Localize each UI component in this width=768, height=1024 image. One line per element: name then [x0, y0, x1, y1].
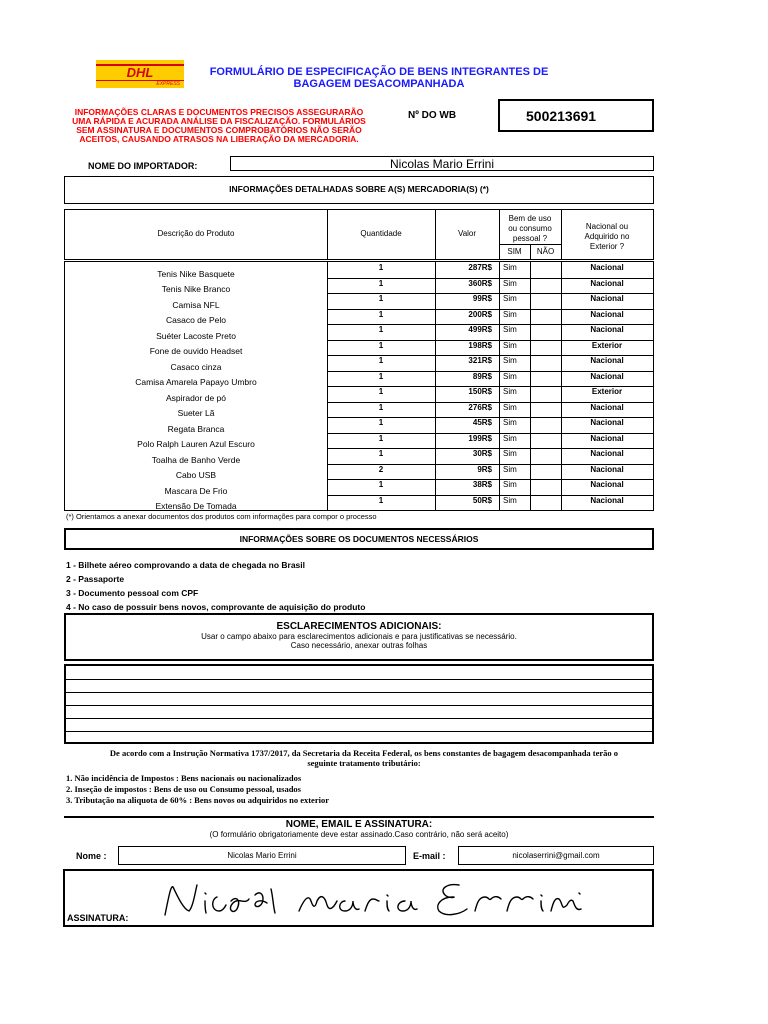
table-row [65, 479, 653, 495]
cell-quantity: 1 [378, 387, 384, 396]
additional-text-area[interactable] [64, 664, 654, 744]
goods-section-title: INFORMAÇÕES DETALHADAS SOBRE A(S) MERCADORIA(S) (*) [229, 184, 489, 194]
cell-origin: Nacional [590, 309, 624, 319]
wb-number: 500213691 [526, 108, 597, 124]
cell-sim: Sim [503, 480, 517, 489]
cell-value: 287R$ [468, 263, 492, 272]
table-row [65, 402, 653, 418]
cell-description: Suéter Lacoste Preto [156, 330, 236, 341]
table-row [65, 417, 653, 433]
table-row [65, 309, 653, 325]
cell-quantity: 2 [378, 464, 384, 474]
name-label: Nome : [76, 851, 107, 861]
cell-origin: Nacional [590, 495, 624, 505]
cell-value: 38R$ [472, 480, 492, 489]
goods-table-header [64, 209, 654, 260]
cell-value: 198R$ [468, 340, 492, 350]
cell-value: 50R$ [472, 495, 492, 505]
email-value: nicolaserrini@gmail.com [512, 851, 600, 860]
cell-description: Aspirador de pó [165, 392, 226, 403]
cell-quantity: 1 [378, 278, 384, 288]
table-row [65, 355, 653, 371]
cell-value: 9R$ [477, 464, 492, 474]
email-label: E-mail : [413, 851, 446, 861]
cell-sim: Sim [503, 340, 517, 350]
documents-title: INFORMAÇÕES SOBRE OS DOCUMENTOS NECESSÁRIOS [239, 534, 479, 544]
col-description: Descrição do Produto [157, 229, 235, 238]
cell-value: 499R$ [468, 325, 492, 334]
cell-quantity: 1 [378, 325, 384, 334]
cell-description: Camisa NFL [172, 299, 220, 310]
cell-origin: Nacional [590, 418, 624, 427]
cell-description: Casaco de Pelo [165, 315, 226, 325]
table-row [65, 262, 653, 278]
cell-description: Toalha de Banho Verde [151, 454, 241, 465]
document-item: 4 - No caso de possuir bens novos, comprovante de aquisição do produto [66, 602, 366, 612]
cell-description: Sueter Lã [177, 408, 215, 418]
documents-list [66, 558, 365, 614]
table-row [65, 448, 653, 464]
cell-quantity: 1 [378, 263, 384, 272]
cell-description: Mascara De Frio [164, 485, 228, 496]
cell-sim: Sim [503, 325, 517, 334]
cell-origin: Nacional [590, 464, 624, 474]
table-row [65, 340, 653, 356]
cell-quantity: 1 [378, 309, 384, 319]
cell-origin: Nacional [590, 263, 624, 272]
cell-sim: Sim [503, 309, 517, 319]
table-row [65, 293, 653, 309]
cell-description: Casaco cinza [170, 361, 222, 372]
table-footnote: (*) Orientamos a anexar documentos dos produtos com informações para compor o processo [66, 512, 377, 521]
cell-quantity: 1 [378, 449, 384, 458]
cell-value: 150R$ [468, 387, 492, 396]
cell-description: Extensão De Tomada [155, 501, 237, 511]
cell-sim: Sim [503, 402, 517, 412]
col-value: Valor [457, 229, 477, 238]
cell-value: 276R$ [468, 402, 492, 412]
cell-description: Cabo USB [175, 470, 217, 480]
importer-name: Nicolas Mario Errini [389, 157, 495, 171]
cell-quantity: 1 [378, 340, 384, 350]
cell-origin: Nacional [590, 480, 624, 489]
document-item: 1 - Bilhete aéreo comprovando a data de chegada no Brasil [66, 560, 306, 570]
cell-value: 199R$ [468, 433, 492, 443]
additional-note: Caso necessário, anexar outras folhas [290, 641, 428, 650]
dhl-logo [96, 60, 184, 88]
table-row [65, 386, 653, 402]
handwritten-signature [159, 875, 599, 925]
cell-sim: Sim [503, 263, 517, 272]
cell-description: Polo Ralph Lauren Azul Escuro [137, 439, 255, 449]
cell-quantity: 1 [378, 371, 384, 381]
cell-sim: Sim [503, 387, 517, 396]
email-field[interactable] [458, 846, 654, 865]
legal-text: De acordo com a Instrução Normativa 1737/2017, da Secretaria da Receita Federal, os bens constantes de bagagem desacompanhada terão o seguinte tratamento tributário: [109, 748, 619, 768]
cell-sim: Sim [503, 371, 517, 381]
cell-value: 45R$ [472, 418, 492, 427]
table-row [65, 278, 653, 294]
signature-box[interactable] [63, 869, 654, 927]
cell-value: 99R$ [472, 294, 492, 303]
col-origin: Nacional ou Adquirido no Exterior ? [584, 222, 630, 251]
name-field[interactable] [118, 846, 406, 865]
signature-label: ASSINATURA: [67, 913, 129, 923]
cell-sim: Sim [503, 356, 517, 365]
cell-origin: Nacional [590, 449, 624, 458]
table-row [65, 495, 653, 511]
cell-quantity: 1 [378, 356, 384, 365]
cell-origin: Nacional [590, 433, 624, 443]
cell-quantity: 1 [378, 294, 384, 303]
signature-section-title: NOME, EMAIL E ASSINATURA: [285, 819, 433, 830]
cell-origin: Nacional [590, 371, 624, 381]
logo-text: DHL [126, 65, 154, 80]
cell-origin: Nacional [590, 402, 624, 412]
cell-description: Fone de ouvido Headset [149, 346, 243, 356]
cell-sim: Sim [503, 495, 517, 505]
cell-quantity: 1 [378, 433, 384, 443]
legal-item: 2. Inseção de impostos : Bens de uso ou Consumo pessoal, usados [66, 784, 301, 794]
table-row [65, 433, 653, 449]
additional-section [64, 613, 654, 661]
cell-quantity: 1 [378, 495, 384, 505]
col-nao: NÃO [536, 247, 555, 256]
importer-field[interactable] [230, 156, 654, 171]
cell-description: Tenis Nike Basquete [157, 268, 235, 279]
wb-number-field[interactable] [498, 99, 654, 132]
cell-quantity: 1 [378, 402, 384, 412]
col-quantity: Quantidade [360, 229, 402, 238]
cell-origin: Nacional [590, 356, 624, 365]
signature-section-subtitle: (O formulário obrigatoriamente deve estar assinado.Caso contrário, não será aceito) [209, 830, 509, 839]
col-sim: SIM [507, 247, 522, 256]
form-title: FORMULÁRIO DE ESPECIFICAÇÃO DE BENS INTEGRANTES DE BAGAGEM DESACOMPANHADA [209, 66, 549, 90]
goods-table-body [64, 261, 654, 511]
legal-items [66, 773, 329, 806]
cell-value: 360R$ [468, 278, 492, 288]
cell-sim: Sim [503, 278, 517, 288]
additional-title: ESCLARECIMENTOS ADICIONAIS: [276, 621, 442, 632]
cell-quantity: 1 [378, 418, 384, 427]
cell-value: 321R$ [468, 356, 492, 365]
col-personal-use: Bem de uso ou consumo pessoal ? [508, 214, 552, 243]
cell-sim: Sim [503, 418, 517, 427]
legal-item: 3. Tributação na aliquota de 60% : Bens novos ou adquiridos no exterior [66, 795, 329, 805]
legal-item: 1. Não incidência de Impostos : Bens nacionais ou nacionalizados [66, 773, 302, 783]
cell-description: Camisa Amarela Papayo Umbro [135, 377, 257, 387]
cell-sim: Sim [503, 433, 517, 443]
cell-value: 89R$ [472, 371, 492, 381]
cell-value: 200R$ [468, 309, 492, 319]
cell-quantity: 1 [378, 480, 384, 489]
cell-description: Regata Branca [167, 423, 225, 434]
document-item: 3 - Documento pessoal com CPF [66, 588, 199, 598]
table-row [65, 324, 653, 340]
cell-origin: Nacional [590, 278, 624, 288]
warning-text: INFORMAÇÕES CLARAS E DOCUMENTOS PRECISOS ASSEGURARÃO UMA RÁPIDA E ACURADA ANÁLISE DA FISCALIZAÇÃO. FORMULÁRIOS SEM ASSINATURA E DOCUMENTOS COMPROBATÓRIOS NÃO SERÃO ACEITOS, CAUSANDO ATRASOS NA LIBERAÇÃO DA MERCADORIA. [72, 107, 366, 144]
cell-sim: Sim [503, 294, 517, 303]
cell-origin: Nacional [590, 325, 624, 334]
cell-description: Tenis Nike Branco [161, 284, 231, 294]
name-value: Nicolas Mario Errini [227, 851, 297, 860]
documents-section-header [64, 528, 654, 550]
goods-section-header [64, 176, 654, 204]
importer-label: NOME DO IMPORTADOR: [88, 161, 198, 171]
cell-value: 30R$ [472, 449, 492, 458]
cell-sim: Sim [503, 449, 517, 458]
document-item: 2 - Passaporte [66, 574, 125, 584]
cell-sim: Sim [503, 464, 517, 474]
additional-instruction: Usar o campo abaixo para esclarecimentos adicionais e para justificativas se necessário. [201, 632, 517, 641]
logo-subtext: EXPRESS [156, 81, 180, 87]
table-row [65, 371, 653, 387]
cell-origin: Nacional [590, 294, 624, 303]
cell-origin: Exterior [591, 387, 623, 396]
wb-label: Nº DO WB [408, 110, 457, 121]
cell-origin: Exterior [591, 340, 623, 350]
table-row [65, 464, 653, 480]
